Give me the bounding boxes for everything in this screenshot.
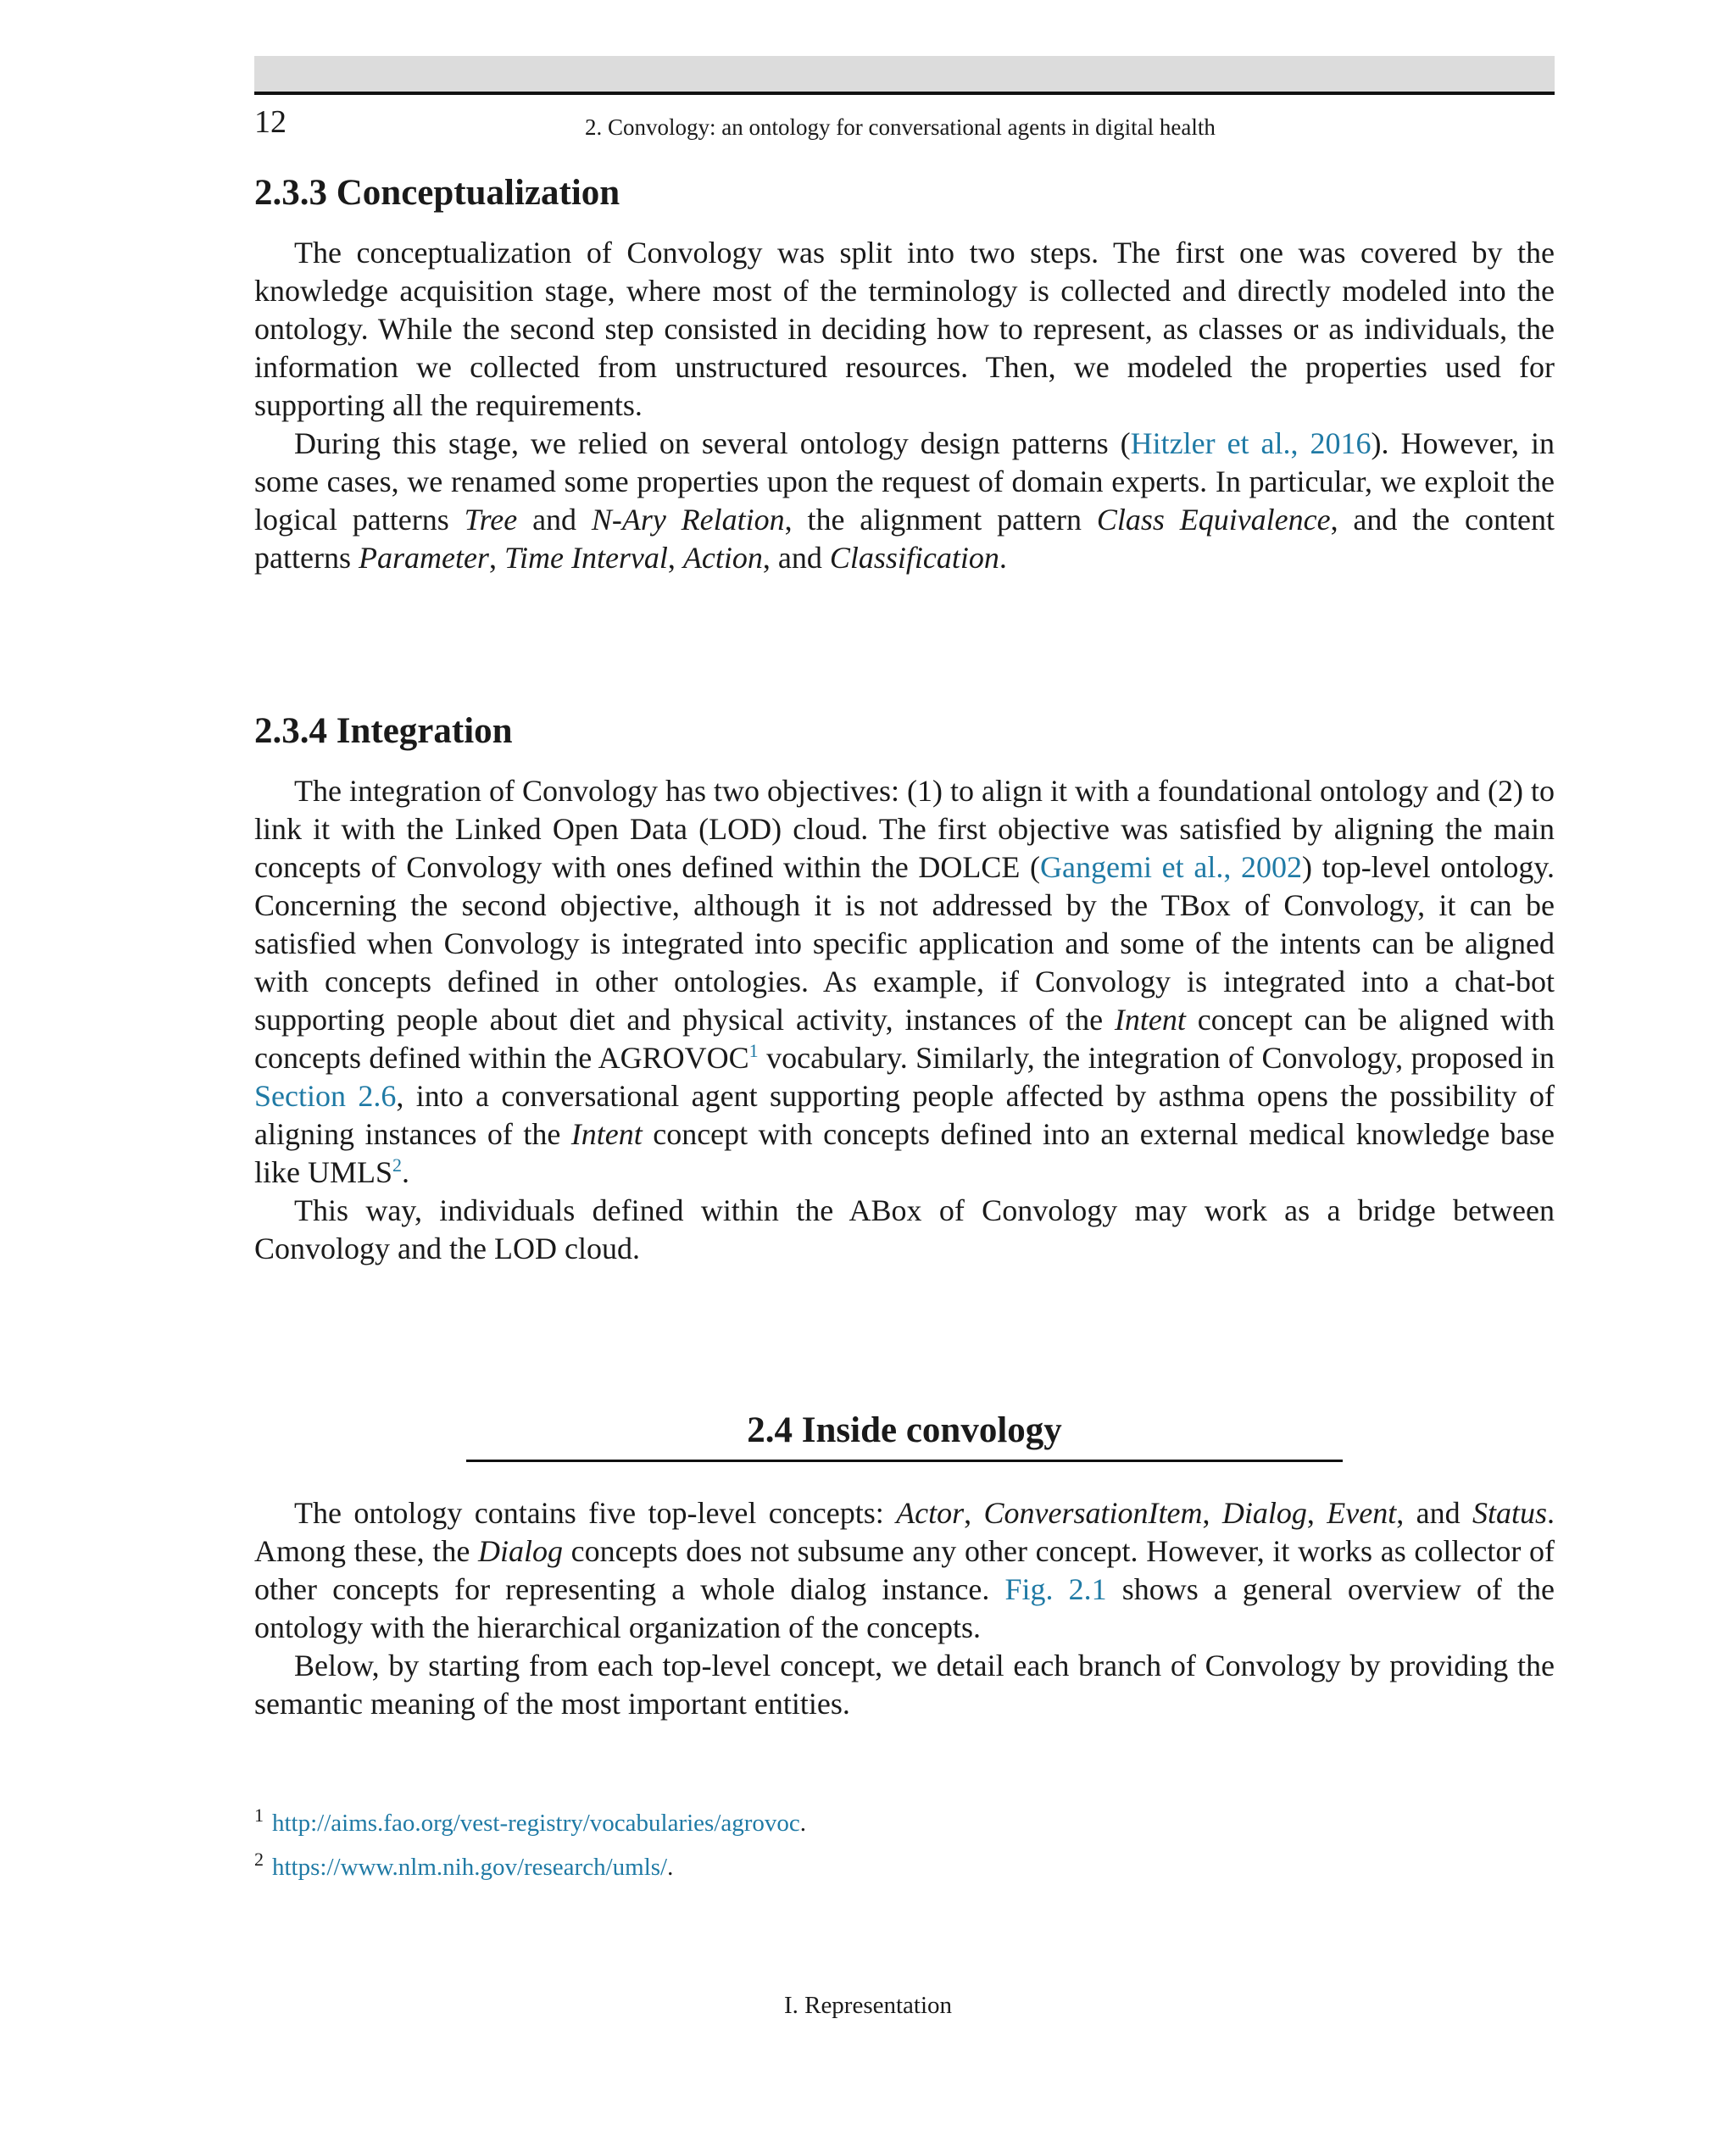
running-title: 2. Convology: an ontology for conversational agents in digital health — [585, 114, 1216, 140]
section-title: 2.4 Inside convology — [747, 1410, 1062, 1450]
paragraph: The integration of Convology has two objectives: (1) to align it with a foundational ontology and (2) to link it with the Linked Open Data (LOD) cloud. The first objective was satisfied by aligning the main concepts of Convology with ones defined within the DOLCE (Gangemi et al., 2002) top-level ontology. Concerning the second objective, although it is not addressed by the TBox of Convology, it can be satisfied when Convology is integrated into specific application and some of the intents can be aligned with concepts defined in other ontologies. As example, if Convology is integrated into a chat-bot supporting people about diet and physical activity, instances of the Intent concept can be aligned with concepts defined within the AGROVOC$^1$ vocabulary. Similarly, the integration of Convology, proposed in Section 2.6, into a conversational agent supporting people affected by asthma opens the possibility of aligning instances of the Intent concept with concepts defined into an external medical knowledge base like UMLS$^2$. — [254, 774, 1555, 1189]
footnote-url-link[interactable]: https://www.nlm.nih.gov/research/umls/ — [272, 1854, 668, 1881]
footnote: $^1$ http://aims.fao.org/vest-registry/vocabularies/agrovoc. — [254, 1805, 807, 1837]
footer-part-label: I. Representation — [783, 1992, 953, 2019]
section-rule — [466, 1460, 1343, 1462]
section-link[interactable]: Section 2.6 — [254, 1079, 397, 1113]
header-rule — [254, 92, 1555, 95]
footnote: $^2$ https://www.nlm.nih.gov/research/umls/. — [254, 1849, 674, 1881]
subsection-title: 2.3.3 Conceptualization — [254, 173, 620, 213]
footnotes — [254, 1807, 1555, 1895]
header-band — [254, 56, 1555, 92]
paragraph: The conceptualization of Convology was split into two steps. The first one was covered by the knowledge acquisition stage, where most of the terminology is collected and directly modeled into the ontology. While the second step consisted in deciding how to represent, as classes or as individuals, the information we collected from unstructured resources. Then, we modeled the properties used for supporting all the requirements. — [254, 236, 1555, 422]
section-2-4 — [254, 1494, 1555, 1723]
citation-link[interactable]: Hitzler et al., 2016 — [1130, 426, 1372, 460]
citation-link[interactable]: Gangemi et al., 2002 — [1040, 850, 1303, 884]
paragraph: This way, individuals defined within the ABox of Convology may work as a bridge between Convology and the LOD cloud. — [254, 1193, 1555, 1265]
footnote-ref[interactable]: 2 — [392, 1154, 403, 1176]
figure-link[interactable]: Fig. 2.1 — [1004, 1572, 1107, 1606]
page-number: 12 — [254, 104, 287, 140]
footnote-url-link[interactable]: http://aims.fao.org/vest-registry/vocabularies/agrovoc — [272, 1810, 800, 1837]
paragraph: During this stage, we relied on several ontology design patterns (Hitzler et al., 2016). However, in some cases, we renamed some properties upon the request of domain experts. In particular, we exploit the logical patterns Tree and N-Ary Relation, the alignment pattern Class Equivalence, and the content patterns Parameter, Time Interval, Action, and Classification. — [254, 426, 1555, 575]
section-2-3-3 — [254, 170, 1555, 577]
subsection-title: 2.3.4 Integration — [254, 711, 513, 751]
section-2-3-4 — [254, 708, 1555, 1268]
footnote-ref[interactable]: 1 — [748, 1040, 759, 1061]
paragraph: Below, by starting from each top-level concept, we detail each branch of Convology by providing the semantic meaning of the most important entities. — [254, 1649, 1555, 1721]
paragraph: The ontology contains five top-level concepts: Actor, ConversationItem, Dialog, Event, and Status. Among these, the Dialog concepts does not subsume any other concept. However, it works as collector of other concepts for representing a whole dialog instance. Fig. 2.1 shows a general overview of the ontology with the hierarchical organization of the concepts. — [254, 1496, 1555, 1644]
